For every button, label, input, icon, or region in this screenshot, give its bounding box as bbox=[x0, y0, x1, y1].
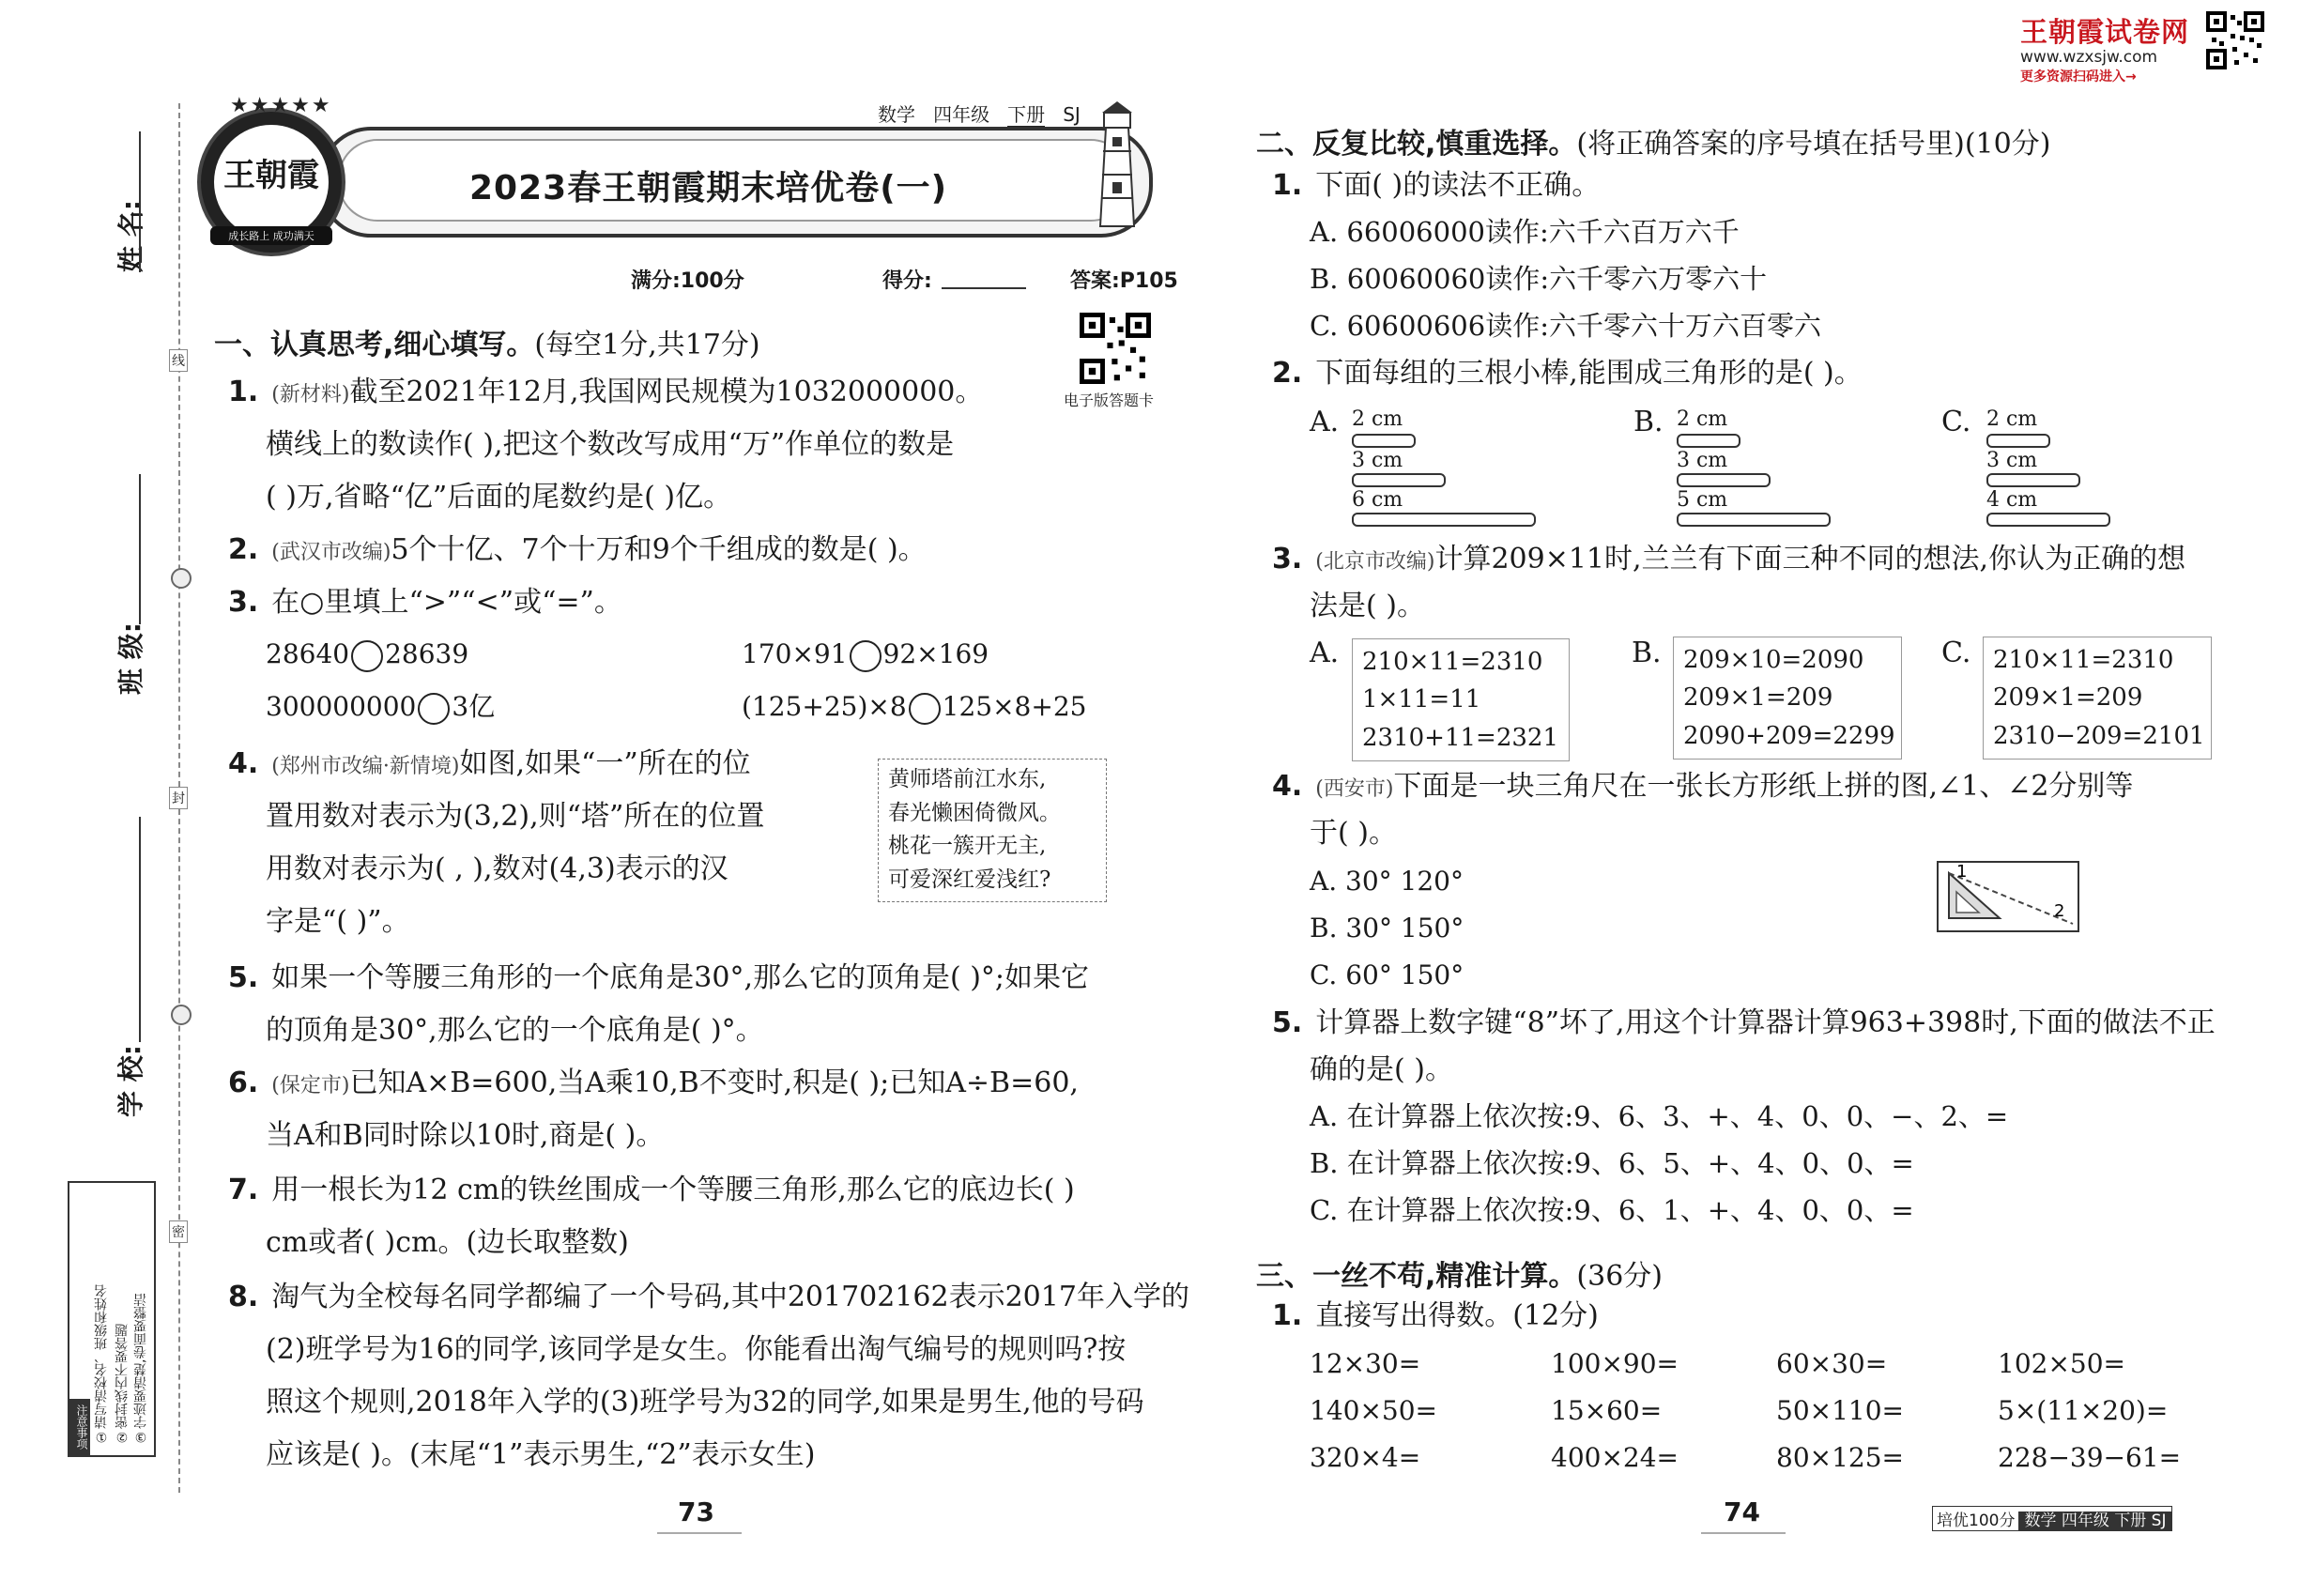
s2-q1-stem bbox=[1272, 169, 1600, 203]
s1-q4-num: 4. bbox=[228, 747, 259, 780]
s3-q1-num: 1. bbox=[1272, 1299, 1303, 1332]
s1-q8-num: 8. bbox=[228, 1281, 259, 1313]
s1-q6-line2: 当A和B同时除以10时,商是( )。 bbox=[266, 1119, 665, 1152]
s2-q5-option-a[interactable]: A. 在计算器上依次按:9、6、3、+、4、0、0、−、2、= bbox=[1310, 1100, 2009, 1132]
s3-calc-8: 5×(11×20)= bbox=[1998, 1395, 2169, 1426]
s1-q3-a-circle[interactable] bbox=[351, 640, 383, 672]
section3-title: 三、一丝不苟,精准计算。 bbox=[1256, 1260, 1577, 1293]
s1-q4-text1: 如图,如果“一”所在的位 bbox=[459, 747, 751, 780]
s2-q3-option-b-label[interactable]: B. bbox=[1632, 637, 1662, 669]
s2-q4-line1 bbox=[1272, 770, 2133, 804]
brand-name: 王朝霞 bbox=[223, 157, 319, 194]
section1-title: 一、认真思考,细心填写。 bbox=[214, 329, 535, 361]
s1-q3-d bbox=[742, 691, 1086, 725]
s2-q4-angle1-label: 1 bbox=[1956, 862, 1968, 882]
s1-q6-text1: 已知A×B=600,当A乘10,B不变时,积是( );已知A÷B=60, bbox=[349, 1067, 1079, 1099]
s1-q1-text1: 截至2021年12月,我国网民规模为1032000000。 bbox=[349, 376, 984, 408]
s2-q2-b-stick3 bbox=[1677, 513, 1831, 527]
page-number-right-deco bbox=[1701, 1532, 1786, 1534]
s3-calc-12: 228−39−61= bbox=[1998, 1442, 2182, 1473]
s2-q2-b-stick2-label: 3 cm bbox=[1677, 449, 1728, 472]
page-number-left: 73 bbox=[678, 1496, 714, 1527]
s1-q8-text1: 淘气为全校每名同学都编了一个号码,其中201702162表示2017年入学的 bbox=[271, 1281, 1189, 1313]
s2-q4-option-c[interactable]: C. 60° 150° bbox=[1310, 959, 1464, 990]
series-subject: 数学 四年级 下册 SJ bbox=[2018, 1512, 2171, 1530]
score-label: 得分: bbox=[882, 269, 932, 293]
s2-q2-group-b-label[interactable]: B. bbox=[1633, 406, 1664, 438]
s1-q2-line bbox=[228, 533, 927, 567]
s2-q3-num: 3. bbox=[1272, 543, 1303, 575]
s2-q3-b-line1: 209×10=2090 bbox=[1683, 646, 1864, 674]
binding-hole-2 bbox=[171, 1005, 192, 1025]
s1-q4-line3: 用数对表示为( , ),数对(4,3)表示的汉 bbox=[266, 852, 728, 885]
s2-q2-a-stick3-label: 6 cm bbox=[1352, 488, 1403, 512]
s2-q2-a-stick1-label: 2 cm bbox=[1352, 407, 1403, 431]
s2-q3-option-c-box bbox=[1983, 637, 2212, 760]
s2-q1-option-a[interactable]: A. 66006000读作:六千六百万六千 bbox=[1310, 216, 1740, 248]
s2-q3-b-line2: 209×1=209 bbox=[1683, 683, 1833, 713]
s1-q7-line2: cm或者( )cm。(边长取整数) bbox=[266, 1226, 629, 1259]
s2-q2-num: 2. bbox=[1272, 357, 1303, 390]
s1-q3-d-left: (125+25)×8 bbox=[742, 691, 907, 722]
s1-q2-num: 2. bbox=[228, 533, 259, 566]
s2-q3-c-line3: 2310−209=2101 bbox=[1993, 721, 2205, 750]
poem-line-1: 黄师塔前江水东, bbox=[888, 767, 1047, 791]
s1-q3-text: 在○里填上“>”“<”或“=”。 bbox=[271, 586, 622, 619]
poem-line-3: 桃花一簇开无主, bbox=[888, 834, 1047, 859]
s2-q3-option-b-box bbox=[1673, 637, 1902, 760]
s3-calc-4: 102×50= bbox=[1998, 1348, 2125, 1379]
s3-calc-10: 400×24= bbox=[1551, 1442, 1679, 1473]
notice-item-2: ②密封线内不要答题 bbox=[115, 1324, 130, 1444]
s2-q3-b-line3: 2090+209=2299 bbox=[1683, 721, 1895, 750]
section1-heading bbox=[214, 321, 760, 362]
s1-q2-text: 5个十亿、7个十万和9个千组成的数是( )。 bbox=[391, 533, 927, 566]
s1-q8-line3: 照这个规则,2018年入学的(3)班学号为32的同学,如果是男生,他的号码 bbox=[266, 1386, 1144, 1419]
brand-slogan: 成长路上 成功满天 bbox=[210, 226, 332, 245]
s2-q2-stem bbox=[1272, 357, 1863, 391]
s1-q1-line3: ( )万,省略“亿”后面的尾数约是( )亿。 bbox=[266, 481, 732, 514]
s1-q8-line4: 应该是( )。(末尾“1”表示男生,“2”表示女生) bbox=[266, 1438, 816, 1471]
class-label: 班 级: bbox=[115, 622, 146, 695]
answer-card-qr-icon[interactable] bbox=[1080, 313, 1151, 384]
s2-q2-c-stick2 bbox=[1986, 473, 2080, 487]
name-line bbox=[139, 131, 141, 272]
s1-q5-line2: 的顶角是30°,那么它的一个底角是( )°。 bbox=[266, 1014, 764, 1047]
s2-q2-c-stick1 bbox=[1986, 434, 2050, 448]
s3-calc-2: 100×90= bbox=[1551, 1348, 1679, 1379]
s1-q3-b-circle[interactable] bbox=[850, 640, 882, 672]
s2-q3-a-line3: 2310+11=2321 bbox=[1362, 723, 1558, 752]
s1-q3-b bbox=[742, 638, 989, 672]
page-title: 2023春王朝霞期末培优卷(一) bbox=[469, 169, 948, 207]
section1-note: (每空1分,共17分) bbox=[534, 329, 760, 361]
s1-q8-line2: (2)班学号为16的同学,该同学是女生。你能看出淘气编号的规则吗?按 bbox=[266, 1333, 1127, 1366]
school-line bbox=[139, 817, 141, 1042]
class-line bbox=[139, 474, 141, 624]
s1-q5-text1: 如果一个等腰三角形的一个底角是30°,那么它的顶角是( )°;如果它 bbox=[271, 961, 1090, 994]
school-label: 学 校: bbox=[115, 1045, 146, 1117]
s3-calc-11: 80×125= bbox=[1776, 1442, 1904, 1473]
s2-q2-text: 下面每组的三根小棒,能围成三角形的是( )。 bbox=[1315, 357, 1863, 390]
s1-q3-d-right: 125×8+25 bbox=[942, 691, 1087, 722]
s2-q3-option-a-label[interactable]: A. bbox=[1310, 637, 1340, 669]
s2-q2-b-stick2 bbox=[1677, 473, 1771, 487]
s2-q3-a-line2: 1×11=11 bbox=[1362, 685, 1481, 714]
brand-logo bbox=[197, 108, 345, 256]
section2-note: (将正确答案的序号填在括号里)(10分) bbox=[1576, 128, 2051, 161]
s2-q3-text1: 计算209×11时,兰兰有下面三种不同的想法,你认为正确的想 bbox=[1434, 543, 2186, 575]
s2-q3-a-line1: 210×11=2310 bbox=[1362, 648, 1543, 676]
s1-q7-num: 7. bbox=[228, 1174, 259, 1206]
s2-q3-option-a-box bbox=[1352, 638, 1570, 761]
s2-q4-angle2-label: 2 bbox=[2054, 901, 2065, 921]
s2-q4-triangle-diagram bbox=[1934, 858, 2084, 935]
site-url: www.wzxsjw.com bbox=[2020, 48, 2158, 67]
s2-q4-option-b[interactable]: B. 30° 150° bbox=[1310, 913, 1464, 944]
section2-title: 二、反复比较,慎重选择。 bbox=[1256, 128, 1577, 161]
s1-q3-c bbox=[266, 691, 495, 725]
s2-q2-b-stick3-label: 5 cm bbox=[1677, 488, 1728, 512]
section3-note: (36分) bbox=[1576, 1260, 1663, 1293]
s2-q4-line2: 于( )。 bbox=[1310, 817, 1397, 850]
s3-calc-5: 140×50= bbox=[1310, 1395, 1437, 1426]
tag-edition: SJ bbox=[1063, 103, 1081, 126]
lighthouse-icon bbox=[1080, 100, 1155, 231]
s2-q5-option-c[interactable]: C. 在计算器上依次按:9、6、1、+、4、0、0、= bbox=[1310, 1194, 1914, 1226]
s1-q7-line1 bbox=[228, 1174, 1075, 1207]
s3-calc-3: 60×30= bbox=[1776, 1348, 1888, 1379]
s2-q2-a-stick1 bbox=[1352, 434, 1416, 448]
s1-q6-line1 bbox=[228, 1067, 1079, 1100]
s2-q1-option-b[interactable]: B. 60060060读作:六千零六万零六十 bbox=[1310, 263, 1768, 295]
s2-q3-c-line1: 210×11=2310 bbox=[1993, 646, 2174, 674]
poem-line-4: 可爱深红爱浅红? bbox=[888, 867, 1051, 892]
s2-q2-b-stick1 bbox=[1677, 434, 1740, 448]
s2-q2-c-stick3 bbox=[1986, 513, 2110, 527]
s1-q1-num: 1. bbox=[228, 376, 259, 408]
site-qr-icon[interactable] bbox=[2206, 11, 2264, 69]
tag-subject: 数学 bbox=[878, 103, 915, 126]
score-input-line[interactable] bbox=[942, 287, 1026, 289]
section3-heading bbox=[1256, 1252, 1663, 1294]
s3-calc-9: 320×4= bbox=[1310, 1442, 1421, 1473]
qr-caption: 电子版答题卡 bbox=[1064, 391, 1155, 409]
s1-q8-line1 bbox=[228, 1281, 1189, 1314]
s1-q4-line4: 字是“( )”。 bbox=[266, 905, 410, 938]
s2-q2-b-stick1-label: 2 cm bbox=[1677, 407, 1728, 431]
s1-q5-num: 5. bbox=[228, 961, 259, 994]
binding-hole-1 bbox=[171, 568, 192, 589]
s1-q3-c-right: 3亿 bbox=[452, 691, 496, 722]
site-brand-block bbox=[2020, 11, 2199, 84]
s3-q1-text: 直接写出得数。(12分) bbox=[1315, 1299, 1599, 1332]
section2-heading bbox=[1256, 120, 2050, 161]
s1-q4-poem-box bbox=[878, 759, 1107, 902]
s2-q5-line2: 确的是( )。 bbox=[1310, 1053, 1453, 1086]
s2-q2-c-stick3-label: 4 cm bbox=[1986, 488, 2038, 512]
page-number-left-deco bbox=[657, 1532, 742, 1534]
notice-item-3: ③字迹要清楚,卷面要整洁 bbox=[133, 1293, 148, 1444]
s1-q3-a-left: 28640 bbox=[266, 638, 350, 669]
s2-q1-num: 1. bbox=[1272, 169, 1303, 202]
tag-grade: 四年级 bbox=[933, 103, 990, 126]
s3-calc-7: 50×110= bbox=[1776, 1395, 1904, 1426]
s1-q3-b-right: 92×169 bbox=[882, 638, 989, 669]
s2-q2-a-stick2 bbox=[1352, 473, 1446, 487]
answer-ref: 答案:P105 bbox=[1070, 269, 1178, 293]
s2-q2-c-stick1-label: 2 cm bbox=[1986, 407, 2038, 431]
s2-q3-line1 bbox=[1272, 543, 2185, 576]
cut-mark-line: 线 bbox=[169, 349, 188, 372]
site-brand-name: 王朝霞试卷网 bbox=[2020, 16, 2190, 48]
s1-q2-src: (武汉市改编) bbox=[271, 541, 391, 564]
s2-q1-option-c[interactable]: C. 60600606读作:六千零六十万六百零六 bbox=[1310, 310, 1821, 342]
s2-q4-src: (西安市) bbox=[1315, 777, 1394, 801]
s1-q3-line bbox=[228, 586, 622, 620]
subject-tags bbox=[878, 100, 1081, 127]
s2-q2-c-stick2-label: 3 cm bbox=[1986, 449, 2038, 472]
notice-box bbox=[68, 1181, 156, 1457]
s2-q3-line2: 法是( )。 bbox=[1310, 590, 1425, 622]
s1-q5-line1 bbox=[228, 961, 1089, 995]
notice-title: 注意事项 bbox=[69, 1399, 90, 1455]
full-score: 满分:100分 bbox=[631, 269, 744, 293]
s2-q4-option-a[interactable]: A. 30° 120° bbox=[1310, 866, 1464, 897]
s1-q3-a-right: 28639 bbox=[385, 638, 469, 669]
site-tagline: 更多资源扫码进入→ bbox=[2020, 69, 2137, 84]
s2-q4-num: 4. bbox=[1272, 770, 1303, 803]
s1-q4-src: (郑州市改编·新情境) bbox=[271, 755, 460, 778]
s1-q7-text1: 用一根长为12 cm的铁丝围成一个等腰三角形,那么它的底边长( ) bbox=[271, 1174, 1075, 1206]
series-footer bbox=[1932, 1506, 2172, 1531]
s1-q4-line1 bbox=[228, 747, 751, 781]
s3-calc-6: 15×60= bbox=[1551, 1395, 1663, 1426]
s2-q1-text: 下面( )的读法不正确。 bbox=[1315, 169, 1601, 202]
s1-q3-a bbox=[266, 638, 468, 672]
poem-line-2: 春光懒困倚微风。 bbox=[888, 800, 1061, 825]
s1-q6-num: 6. bbox=[228, 1067, 259, 1099]
s2-q3-option-c-label[interactable]: C. bbox=[1941, 637, 1971, 669]
s2-q3-src: (北京市改编) bbox=[1315, 550, 1435, 574]
s1-q3-c-left: 300000000 bbox=[266, 691, 417, 722]
s2-q4-text1: 下面是一块三角尺在一张长方形纸上拼的图,∠1、∠2分别等 bbox=[1393, 770, 2134, 803]
s1-q6-src: (保定市) bbox=[271, 1074, 350, 1097]
s2-q2-a-stick3 bbox=[1352, 513, 1536, 527]
cut-mark-seal: 封 bbox=[169, 787, 188, 809]
s2-q5-num: 5. bbox=[1272, 1006, 1303, 1039]
s1-q3-b-left: 170×91 bbox=[742, 638, 848, 669]
page-number-right: 74 bbox=[1724, 1496, 1760, 1527]
s1-q1-line2: 横线上的数读作( ),把这个数改写成用“万”作单位的数是 bbox=[266, 428, 955, 461]
name-label: 姓 名: bbox=[115, 200, 146, 272]
s2-q2-group-a-label[interactable]: A. bbox=[1310, 406, 1340, 438]
s3-calc-1: 12×30= bbox=[1310, 1348, 1421, 1379]
s2-q5-text1: 计算器上数字键“8”坏了,用这个计算器计算963+398时,下面的做法不正 bbox=[1315, 1006, 2216, 1039]
tag-volume: 下册 bbox=[1007, 103, 1046, 126]
series-tag: 培优100分 bbox=[1937, 1512, 2016, 1530]
s1-q4-line2: 置用数对表示为(3,2),则“塔”所在的位置 bbox=[266, 800, 765, 833]
s2-q5-line1 bbox=[1272, 1006, 2216, 1040]
s1-q3-d-circle[interactable] bbox=[909, 693, 941, 725]
s2-q3-c-line2: 209×1=209 bbox=[1993, 683, 2143, 713]
notice-item-1: ①请写清校名、班级和姓名 bbox=[94, 1284, 109, 1444]
s1-q1-src: (新材料) bbox=[271, 383, 350, 407]
s1-q3-c-circle[interactable] bbox=[418, 693, 450, 725]
s1-q3-num: 3. bbox=[228, 586, 259, 619]
cut-mark-secret: 密 bbox=[169, 1220, 188, 1243]
s1-q1-line1 bbox=[228, 376, 983, 409]
s2-q2-group-c-label[interactable]: C. bbox=[1941, 406, 1971, 438]
brand-stars: ★★★★★ bbox=[230, 94, 332, 117]
s2-q2-a-stick2-label: 3 cm bbox=[1352, 449, 1403, 472]
s3-q1-stem bbox=[1272, 1299, 1599, 1333]
s2-q5-option-b[interactable]: B. 在计算器上依次按:9、6、5、+、4、0、0、= bbox=[1310, 1147, 1914, 1179]
